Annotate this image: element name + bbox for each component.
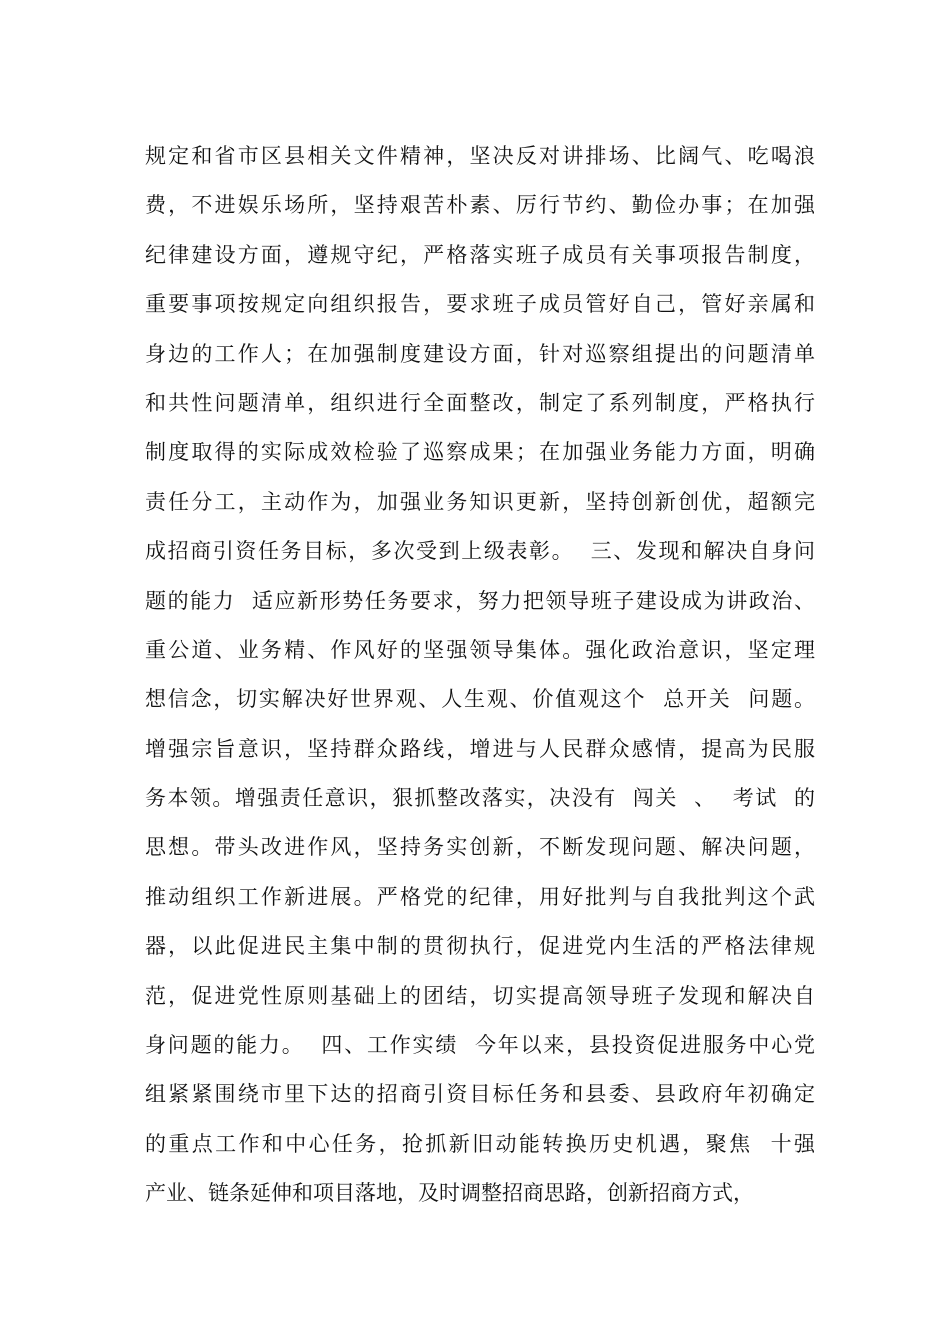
text-line: 和共性问题清单，组织进行全面整改，制定了系列制度，严格执行 [145, 390, 815, 415]
text-line: 费，不进娱乐场所，坚持艰苦朴素、厉行节约、勤俭办事；在加强 [145, 193, 815, 218]
text-line: 的重点工作和中心任务，抢抓新旧动能转换历史机遇，聚焦 十强 [145, 1131, 815, 1156]
text-line: 推动组织工作新进展。严格党的纪律，用好批判与自我批判这个武 [145, 884, 815, 909]
text-line: 务本领。增强责任意识，狠抓整改落实，决没有 闯关 、 考试 的 [145, 786, 815, 811]
text-line: 纪律建设方面，遵规守纪，严格落实班子成员有关事项报告制度， [145, 242, 815, 267]
text-line: 想信念，切实解决好世界观、人生观、价值观这个 总开关 问题。 [145, 687, 815, 712]
text-line: 制度取得的实际成效检验了巡察成果；在加强业务能力方面，明确 [145, 440, 815, 465]
text-line: 组紧紧围绕市里下达的招商引资目标任务和县委、县政府年初确定 [145, 1082, 815, 1107]
text-line: 思想。带头改进作风，坚持务实创新，不断发现问题、解决问题， [145, 835, 815, 860]
text-line: 责任分工，主动作为，加强业务知识更新，坚持创新创优，超额完 [145, 489, 815, 514]
text-line: 产业、链条延伸和项目落地，及时调整招商思路，创新招商方式， [145, 1181, 754, 1206]
text-line: 重要事项按规定向组织报告，要求班子成员管好自己，管好亲属和 [145, 292, 815, 317]
text-line: 题的能力 适应新形势任务要求，努力把领导班子建设成为讲政治、 [145, 588, 815, 613]
text-line: 重公道、业务精、作风好的坚强领导集体。强化政治意识，坚定理 [145, 637, 815, 662]
body-text [145, 132, 815, 1219]
text-line: 增强宗旨意识，坚持群众路线，增进与人民群众感情，提高为民服 [145, 736, 815, 761]
text-line: 器，以此促进民主集中制的贯彻执行，促进党内生活的严格法律规 [145, 934, 815, 959]
text-line: 身问题的能力。 四、工作实绩 今年以来，县投资促进服务中心党 [145, 1033, 815, 1058]
text-line: 规定和省市区县相关文件精神，坚决反对讲排场、比阔气、吃喝浪 [145, 144, 815, 168]
text-line: 范，促进党性原则基础上的团结，切实提高领导班子发现和解决自 [145, 983, 815, 1008]
text-line: 身边的工作人；在加强制度建设方面，针对巡察组提出的问题清单 [145, 341, 815, 366]
text-line: 成招商引资任务目标，多次受到上级表彰。 三、发现和解决自身问 [145, 539, 815, 564]
